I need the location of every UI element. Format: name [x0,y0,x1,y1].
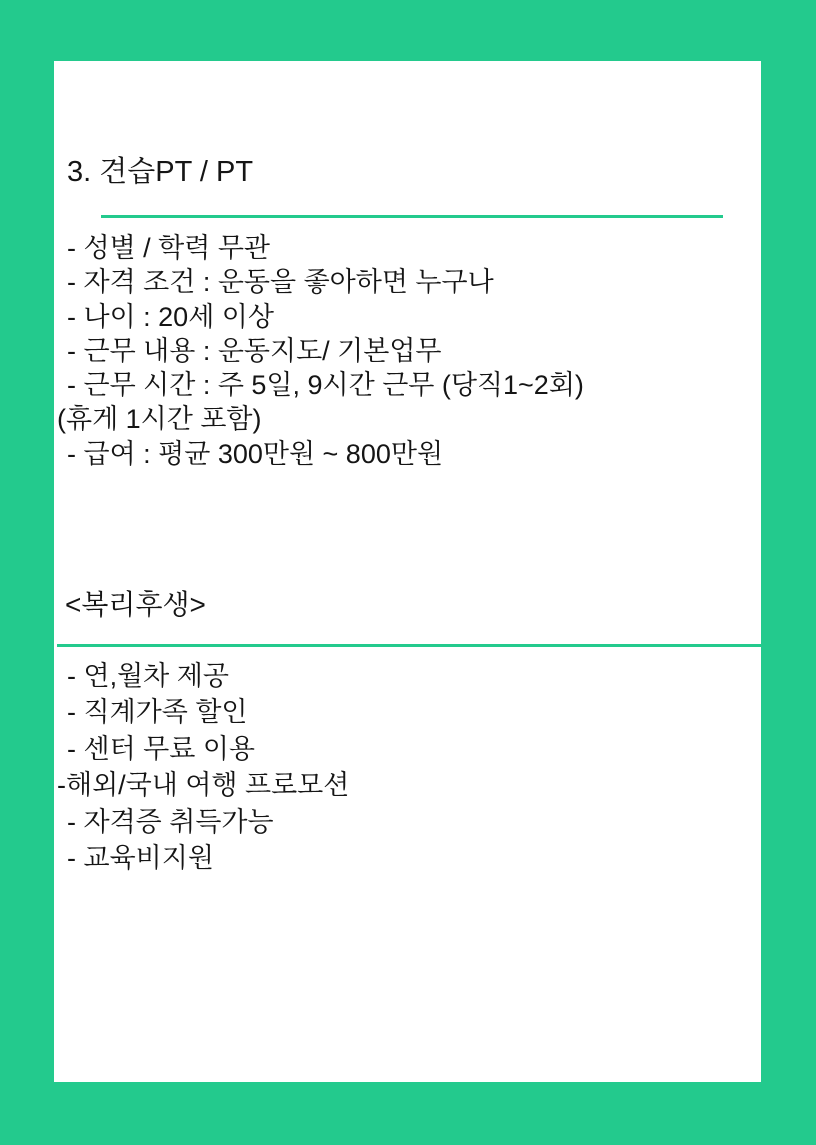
benefits-list [57,658,349,876]
text-line: - 센터 무료 이용 [67,733,255,764]
text-line: - 연,월차 제공 [67,661,229,691]
text-line: - 근무 시간 : 주 5일, 9시간 근무 (당직1~2회) [67,370,584,401]
text-line: -해외/국내 여행 프로모션 [57,770,350,801]
text-line: - 직계가족 할인 [67,697,248,728]
text-line: (휴게 1시간 포함) [57,404,262,435]
text-line: - 급여 : 평균 300만원 ~ 800만원 [67,438,444,469]
text-line: - 성별 / 학력 무관 [67,233,270,263]
text-line: - 교육비지원 [67,843,214,874]
benefits-section-title: <복리후생> [65,589,206,620]
benefits-title-divider [57,644,761,647]
position-section-title: 3. 견습PT / PT [67,156,254,188]
content-sheet [54,61,761,1082]
text-line: - 자격증 취득가능 [67,806,274,837]
position-details-list [57,231,584,471]
text-line: - 근무 내용 : 운동지도/ 기본업무 [67,335,442,366]
text-line: - 자격 조건 : 운동을 좋아하면 누구나 [67,267,494,298]
text-line: - 나이 : 20세 이상 [67,301,274,332]
position-title-divider [101,215,723,218]
